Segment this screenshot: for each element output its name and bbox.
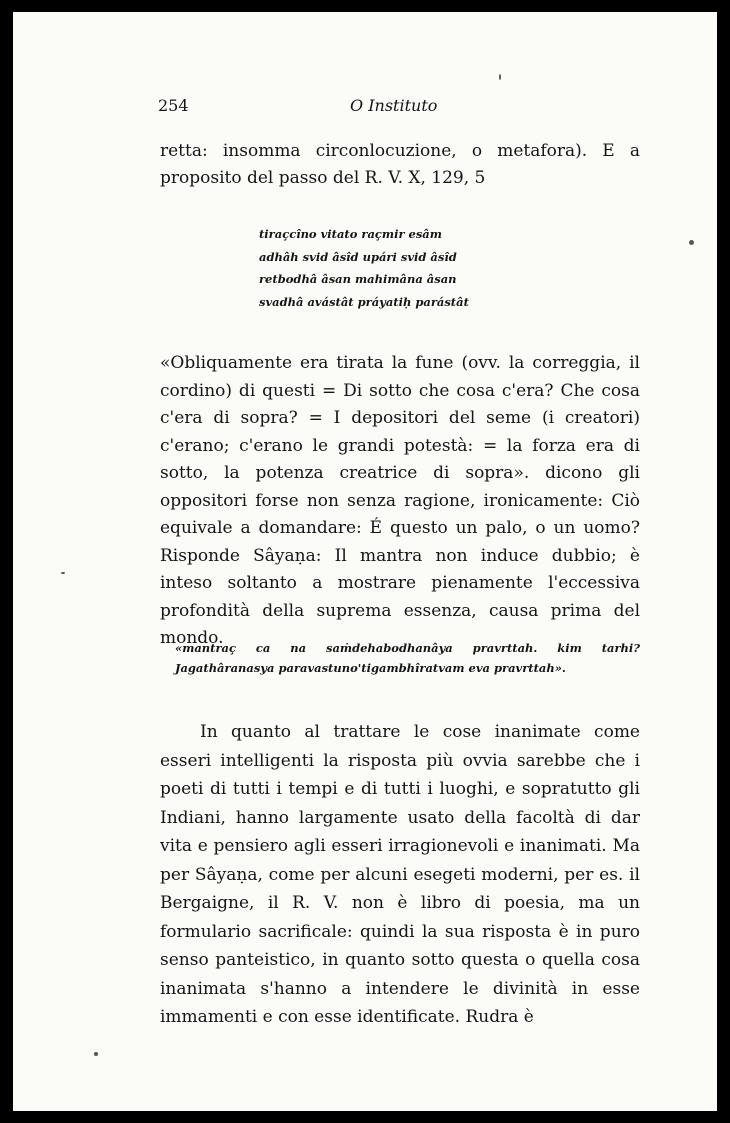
scan-speck — [499, 74, 501, 80]
verse-line: tiraçcîno vitato raçmir esâm — [259, 227, 442, 241]
sayana-commentary-quote: «mantraç ca na saṁdehabodhanâya pravrttah. kim tarhi? Jagathâranasya paravastuno'tigambhîratvam eva pravrttah». — [175, 641, 640, 675]
paragraph-discussion: In quanto al trattare le cose inanimate come esseri intelligenti la risposta più ovvia sarebbe che i poeti di tutti i tempi e di tutti i luoghi, e sopratutto gli Indiani, hanno largamente usato della facoltà di dar vita e pensiero agli esseri irragionevoli e inanimati. Ma per Sâyaṇa, come per alcuni esegeti moderni, per es. il Bergaigne, il R. V. non è libro di poesia, ma un formulario sacrificale: quindi la sua risposta è in puro senso panteistico, in quanto sotto questa o quella cosa inanimata s'hanno a intendere le divinità in esse immamenti e con esse identificate. Rudra è — [160, 722, 640, 1027]
book-page — [13, 12, 717, 1111]
verse-line: svadhâ avástât práyatiḥ parástât — [259, 294, 469, 309]
scan-speck — [61, 572, 65, 574]
verse-line: retbodhâ âsan mahimâna âsan — [259, 272, 457, 286]
scan-speck — [689, 240, 694, 245]
sanskrit-verse — [259, 223, 559, 313]
page-number: 254 — [158, 96, 189, 115]
paragraph-intro: retta: insomma circonlocuzione, o metafora). E a proposito del passo del R. V. X, 129, 5 — [160, 141, 640, 188]
verse-line: adhâh svid âsîd upári svid âsîd — [259, 249, 457, 264]
running-title: O Instituto — [350, 96, 438, 115]
scan-speck — [94, 1052, 98, 1056]
page-header — [158, 96, 638, 118]
paragraph-translation: «Obliquamente era tirata la fune (ovv. la correggia, il cordino) di questi = Di sotto che cosa c'era? Che cosa c'era di sopra? = I depositori del seme (i creatori) c'erano; c'erano le grandi potestà: = la forza era di sotto, la potenza creatrice di sopra». dicono gli oppositori forse non senza ragione, ironicamente: Ciò equivale a domandare: É questo un palo, o un uomo? Risponde Sâyaṇa: Il mantra non induce dubbio; è inteso soltanto a mostrare pienamente l'eccessiva profondità della suprema essenza, causa prima del mondo. — [160, 353, 640, 648]
